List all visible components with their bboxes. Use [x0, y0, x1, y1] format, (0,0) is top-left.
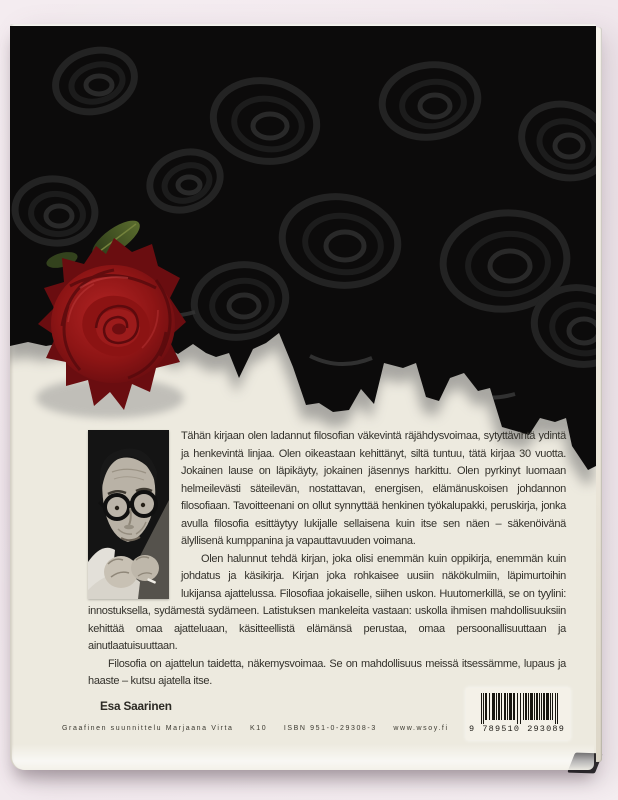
credit-designer: Graafinen suunnittelu Marjaana Virta [62, 725, 234, 732]
portrait-illustration [88, 430, 169, 599]
bottom-edge-highlight [12, 744, 594, 770]
barcode-number [469, 724, 565, 734]
barcode-bars [481, 693, 558, 724]
barcode-group-1: 789510 [482, 724, 521, 734]
page-edge [596, 27, 602, 762]
barcode-lead-digit: 9 [469, 724, 476, 734]
blurb-paragraph-3: Filosofia on ajattelun taidetta, näkemysvoimaa. Se on mahdollisuus meissä itsessämme, lupaus ja haaste – kutsu ajatella itse. [88, 657, 566, 687]
blurb-paragraph-1: Tähän kirjaan olen ladannut filosofian väkevintä räjähdysvoimaa, sytyttävintä ydintä ja henkevintä linjaa. Olen oikeastaan kehittänyt, siltä tuntuu, tätä kirjaa 30 vuotta. Jokainen lause on läpikäyty, jokainen jäsennys harkittu. Olen pyrkinyt luomaan helmeilevästi säteilevän, nostattavan, energisen, elämänuskoisen johdannon filosofiaan. Tavoitteenani on ollut synnyttää henkinen työkalupakki, peruskirja, jonka avulla filosofia esittäytyy lukijalle sellaisena kuin itse sen näen – säkenöivänä älyllisenä kumppanina ja vapauttavuuden voimana. [181, 430, 566, 547]
blurb-paragraph-2: Olen halunnut tehdä kirjan, joka olisi enemmän kuin oppikirja, enemmän kuin johdatus ja käsikirja. Kirjan joka rohkaisee uusiin näkökulmiin, läpimurtoihin lukijansa ajattelussa. Filosofiaa jokaiselle, siihen uskon. Huutomerkillä, se on tyylini: innostuksella, sydämestä sydämeen. Latistuksen mankeleita vastaan: uskolla ihmisen mahdollisuuksiin kehittää omaa ajatteluaan, käsitteellistä elämänsä perustaa, omaa persoonallisuuttaan ja ainutlaatuisuuttaan. [88, 552, 566, 652]
credit-website: www.wsoy.fi [393, 725, 449, 732]
back-cover-text [10, 428, 596, 713]
credit-isbn: ISBN 951-0-29308-3 [283, 725, 377, 732]
barcode [466, 688, 570, 740]
barcode-group-2: 293089 [527, 724, 565, 734]
credit-line [62, 725, 449, 732]
book-back-cover [10, 24, 596, 770]
author-portrait-photo [88, 430, 169, 599]
credit-code: K10 [250, 725, 268, 732]
author-name: Esa Saarinen [100, 698, 172, 713]
